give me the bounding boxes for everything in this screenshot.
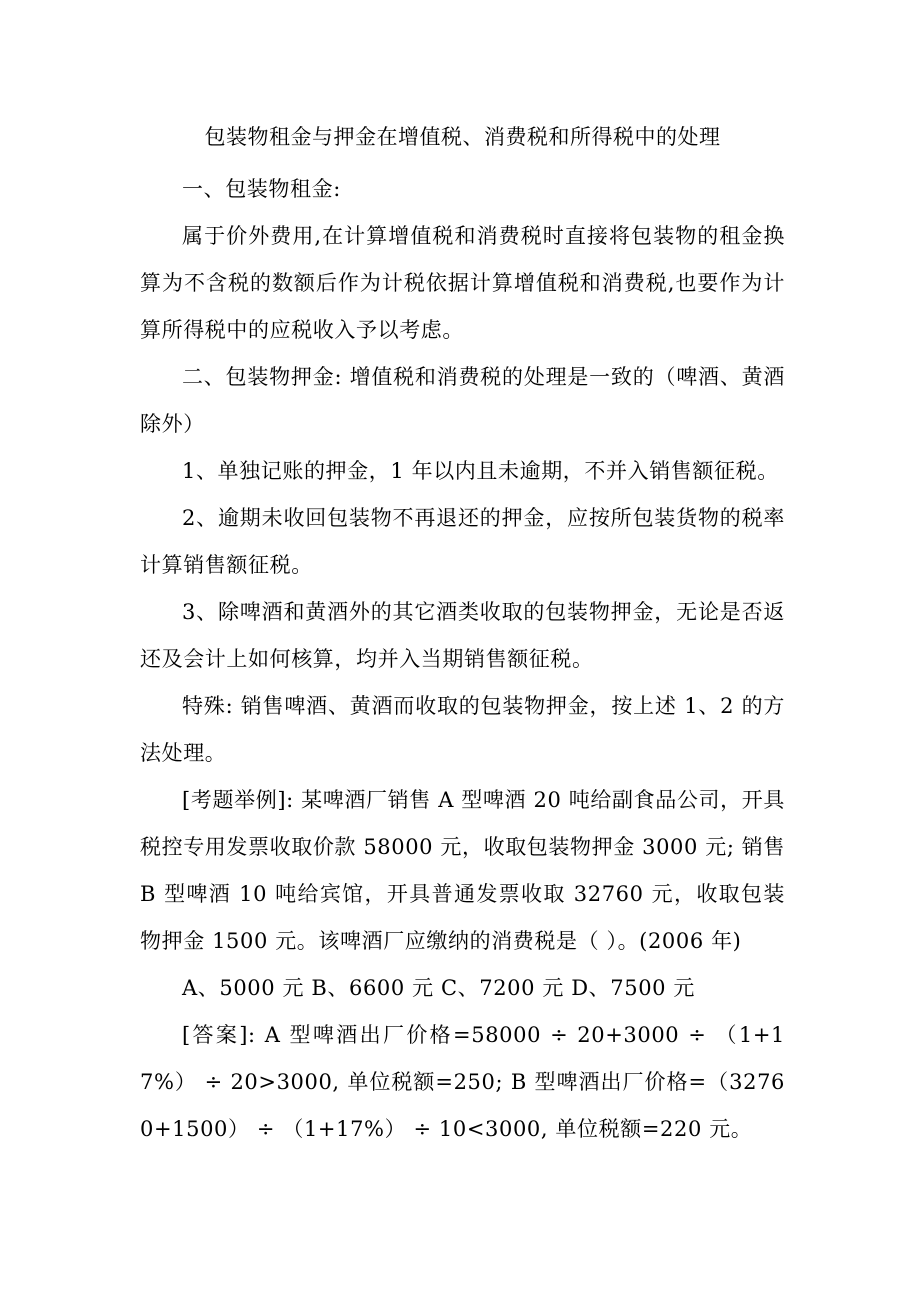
paragraph-answer-options: A、5000 元 B、6600 元 C、7200 元 D、7500 元	[182, 976, 696, 1000]
paragraph-special: 特殊: 销售啤酒、黄酒而收取的包装物押金，按上述 1、2 的方法处理。	[140, 694, 785, 765]
paragraph-rental-body: 属于价外费用,在计算增值税和消费税时直接将包装物的租金换算为不含税的数额后作为计税依据计算增值税和消费税,也要作为计算所得税中的应税收入予以考虑。	[140, 224, 785, 342]
paragraph-rule-3: 3、除啤酒和黄酒外的其它酒类收取的包装物押金，无论是否返还及会计上如何核算，均并入当期销售额征税。	[140, 600, 785, 671]
paragraph-answer: [答案]: A 型啤酒出厂价格=58000 ÷ 20+3000 ÷ （1+17%） ÷ 20>3000, 单位税额=250; B 型啤酒出厂价格=（32760+1500） ÷ （1+17%） ÷ 10<3000, 单位税额=220 元。	[140, 1023, 785, 1141]
paragraph-exam-question: [考题举例]: 某啤酒厂销售 A 型啤酒 20 吨给副食品公司，开具税控专用发票收取价款 58000 元，收取包装物押金 3000 元; 销售 B 型啤酒 10 吨给宾馆，开具普通发票收取 32760 元，收取包装物押金 1500 元。该啤酒厂应缴纳的消费税是（ ）。(2006 年)	[140, 788, 785, 953]
section-heading-rental: 一、包装物租金:	[182, 177, 341, 201]
paragraph-rule-1: 1、单独记账的押金，1 年以内且未逾期，不并入销售额征税。	[182, 459, 779, 483]
document-title: 包装物租金与押金在增值税、消费税和所得税中的处理	[204, 125, 721, 149]
paragraph-rule-2: 2、逾期未收回包装物不再退还的押金，应按所包装货物的税率计算销售额征税。	[140, 506, 785, 577]
section-heading-deposit: 二、包装物押金: 增值税和消费税的处理是一致的（啤酒、黄酒除外）	[140, 365, 785, 436]
document-page	[140, 118, 785, 1153]
